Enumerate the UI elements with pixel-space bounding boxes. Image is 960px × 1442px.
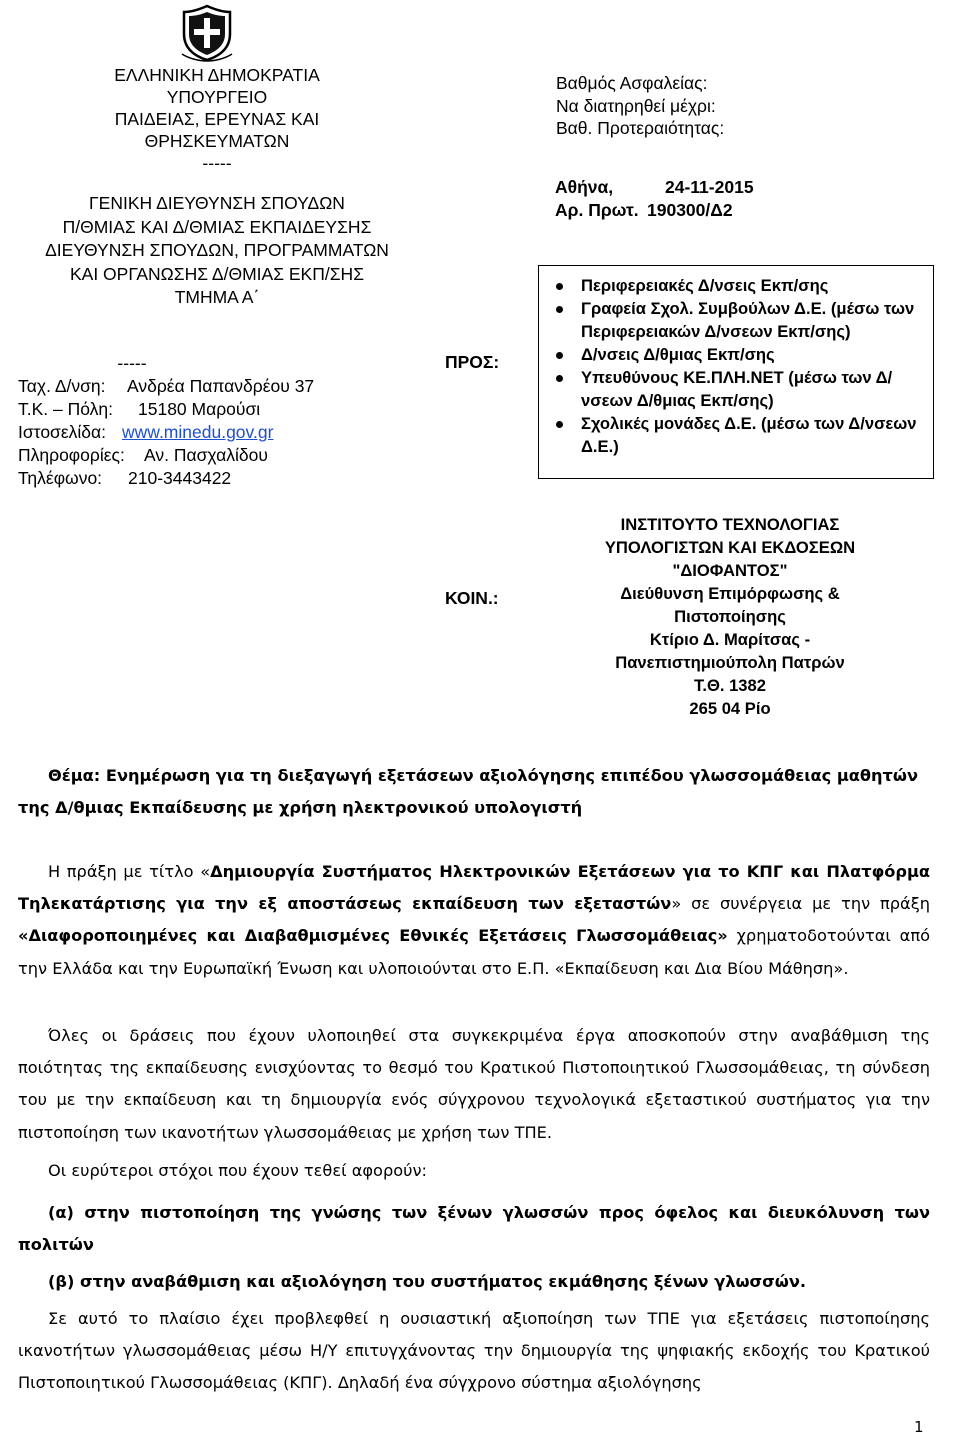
protocol-row [555,199,754,222]
security-info [556,72,936,140]
cc-recipient [560,513,900,720]
address-row [18,375,438,398]
goal-a: (α) στην πιστοποίηση της γνώσης των ξένων γλωσσών προς όφελος και διευκόλυνση των πολιτών [18,1203,930,1255]
body-paragraph-3: Οι ευρύτεροι στόχοι που έχουν τεθεί αφορούν: [48,1161,427,1180]
date-value: 24-11-2015 [665,177,754,197]
info-label: Πληροφορίες: [18,445,125,465]
recipients-box [538,265,934,479]
project-title-2: «Διαφοροποιημένες και Διαβαθμισμένες Εθνικές Εξετάσεις Γλωσσομάθειας» [18,926,728,946]
greek-emblem-icon [180,4,234,62]
directorate-line: ΔΙΕΥΘΥΝΣΗ ΣΠΟΥΔΩΝ, ΠΡΟΓΡΑΜΜΑΤΩΝ [45,240,389,260]
priority-level: Βαθ. Προτεραιότητας: [556,118,725,138]
protocol-value: 190300/Δ2 [647,200,733,220]
recipients-list [553,274,923,458]
website-row [18,421,438,444]
body-paragraph-1: Η πράξη με τίτλο «Δημιουργία Συστήματος Ηλεκτρονικών Εξετάσεων για το ΚΠΓ και Πλατφόρμα Τηλεκατάρτισης για την εξ αποστάσεως εκπαίδευση των εξεταστών» σε συνέργεια με την πράξη «Διαφοροποιημένες και Διαβαθμισμένες Εθνικές Εξετάσεις Γλωσσομάθειας» χρηματοδοτούνται από την Ελλάδα και την Ευρωπαϊκή Ένωση και υλοποιούνται στο Ε.Π. «Εκπαίδευση και Δια Βίου Μάθηση». [18,862,931,978]
ministry-label: ΥΠΟΥΡΓΕΙΟ [166,87,268,107]
website-label: Ιστοσελίδα: [18,422,107,442]
ministry-header [40,64,394,174]
subject-text: Θέμα: Ενημέρωση για τη διεξαγωγή εξετάσεων αξιολόγησης επιπέδου γλωσσομάθειας μαθητών της Δ/θμιας Εκπαίδευσης με χρήση ηλεκτρονικού υπολογιστή [18,766,918,817]
address-label: Ταχ. Δ/νση: [18,376,106,396]
cc-line: ΥΠΟΛΟΓΙΣΤΩΝ ΚΑΙ ΕΚΔΟΣΕΩΝ [604,538,856,557]
phone-value: 210-3443422 [128,468,232,488]
subject-line [18,760,930,824]
info-value: Αν. Πασχαλίδου [144,445,268,465]
postcode-row [18,398,438,421]
cc-line: ΙΝΣΤΙΤΟΥΤΟ ΤΕΧΝΟΛΟΓΙΑΣ [620,515,840,534]
cc-label: ΚΟΙΝ.: [445,588,499,608]
phone-label: Τηλέφωνο: [18,468,103,488]
department-line: ΤΜΗΜΑ Α΄ [174,287,260,307]
recipient-item: Σχολικές μονάδες Δ.Ε. (μέσω των Δ/νσεων Δ.Ε.) [553,412,923,458]
to-label: ΠΡΟΣ: [445,352,500,372]
separator: ----- [202,153,232,173]
postcode-value: 15180 Μαρούσι [138,399,261,419]
cc-line: "ΔΙΟΦΑΝΤΟΣ" [672,561,788,580]
body-paragraph-4: Σε αυτό το πλαίσιο έχει προβλεφθεί η ουσιαστική αξιοποίηση των ΤΠΕ για εξετάσεις πιστοποίησης ικανοτήτων γλωσσομάθειας μέσω Η/Υ επιτυγχάνοντας την δημιουργία της ψηφιακής εκδοχής του Κρατικού Πιστοποιητικού Γλωσσομάθειας (ΚΠΓ). Δηλαδή ένα σύγχρονο σύστημα αξιολόγησης [18,1309,930,1393]
phone-row [18,467,438,490]
cc-line: Κτίριο Δ. Μαρίτσας - [649,630,811,649]
protocol-label: Αρ. Πρωτ. [555,200,639,220]
postcode-label: Τ.Κ. – Πόλη: [18,399,114,419]
directorate-line: ΓΕΝΙΚΗ ΔΙΕΥΘΥΝΣΗ ΣΠΟΥΔΩΝ [89,193,345,213]
retention-period: Να διατηρηθεί μέχρι: [556,95,716,116]
recipient-item: Γραφεία Σχολ. Συμβούλων Δ.Ε. (μέσω των Περιφερειακών Δ/νσεων Εκπ/σης) [553,297,923,343]
date-protocol [555,176,754,222]
recipient-item: Περιφερειακές Δ/νσεις Εκπ/σης [553,274,923,297]
country-name: ΕΛΛΗΝΙΚΗ ΔΗΜΟΚΡΑΤΙΑ [114,65,320,85]
date-label: Αθήνα, [555,177,614,197]
address-value: Ανδρέα Παπανδρέου 37 [127,376,315,396]
website-link[interactable]: www.minedu.gov.gr [122,422,274,442]
separator: ----- [117,353,147,373]
directorate-line: Π/ΘΜΙΑΣ ΚΑΙ Δ/ΘΜΙΑΣ ΕΚΠΑΙΔΕΥΣΗΣ [62,216,372,237]
ministry-name: ΠΑΙΔΕΙΑΣ, ΕΡΕΥΝΑΣ ΚΑΙ ΘΡΗΣΚΕΥΜΑΤΩΝ [114,109,320,151]
cc-line: Διεύθυνση Επιμόρφωσης & [620,584,840,603]
security-level: Βαθμός Ασφαλείας: [556,73,708,93]
cc-line: Τ.Θ. 1382 [694,676,766,695]
project-title: Δημιουργία Συστήματος Ηλεκτρονικών Εξετάσεων για το ΚΠΓ και Πλατφόρμα Τηλεκατάρτισης για την εξ αποστάσεως εκπαίδευση των εξεταστών [18,862,931,914]
directorate-header [18,192,416,310]
info-row [18,444,438,467]
cc-line: 265 04 Ρίο [689,699,771,718]
contact-info [18,352,438,490]
body-paragraph-2: Όλες οι δράσεις που έχουν υλοποιηθεί στα συγκεκριμένα έργα αποσκοπούν στην αναβάθμιση της ποιότητας της εκπαίδευσης ενισχύοντας το θεσμό του Κρατικού Πιστοποιητικού Γλωσσομάθειας, τη σύνδεση του με την εκπαίδευση και τη δημιουργία ενός σύγχρονου τεχνολογικά εξεταστικού συστήματος για την πιστοποίηση των ικανοτήτων γλωσσομάθειας με χρήση των ΤΠΕ. [18,1026,930,1142]
page-number: 1 [914,1418,924,1436]
cc-line: Πανεπιστημιούπολη Πατρών [615,653,845,672]
directorate-line: ΚΑΙ ΟΡΓΑΝΩΣΗΣ Δ/ΘΜΙΑΣ ΕΚΠ/ΣΗΣ [69,263,365,284]
recipient-item: Υπευθύνους ΚΕ.ΠΛΗ.ΝΕΤ (μέσω των Δ/νσεων Δ/θμιας Εκπ/σης) [553,366,923,412]
date-row [555,176,754,199]
cc-line: Πιστοποίησης [674,607,786,626]
recipient-item: Δ/νσεις Δ/θμιας Εκπ/σης [553,343,923,366]
goal-b: (β) στην αναβάθμιση και αξιολόγηση του συστήματος εκμάθησης ξένων γλωσσών. [48,1272,806,1291]
